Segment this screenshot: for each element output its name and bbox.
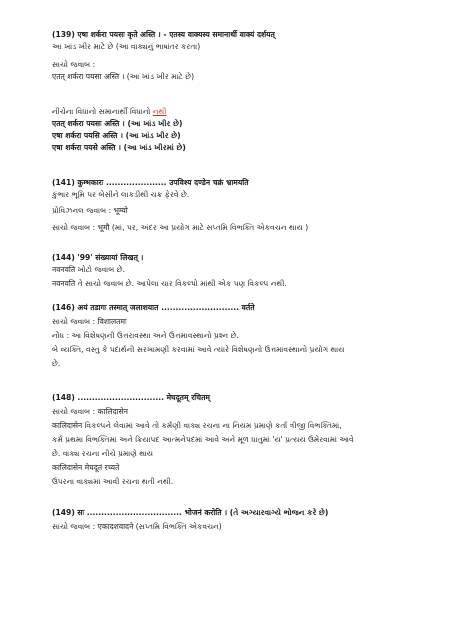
text-line: नवनवति ખોટો જવાબ છે. — [52, 265, 126, 274]
text-line: (146) अयं तडागः तस्मात् जलाशयात ........................... वर्तते — [52, 303, 255, 312]
text-line: આ ખાંડ ખીર માટે છે (આ વાક્યનું ભાષાંતર કરતા) — [52, 42, 201, 51]
text-line: કર્મ પ્રથમા વિભક્તિમાં અને ક્રિયાપદ આત્મનેપદમાં આવે અને મૂળ ધાતુમાં 'ય' પ્રત્યય ઉમેરવામાં આવે — [52, 435, 354, 444]
text-line — [52, 107, 166, 117]
text-line: एतत् शर्करा पयसा अस्ति । (આ ખાંડ ખીર માટે છે) — [52, 72, 195, 81]
text-line: (141) कुम्भकारः ..................... उपविश्य दण्डेन चक्रं भ्रामयति — [52, 178, 249, 187]
text-line: બે વ્યક્તિ, વસ્તુ કે પદાર્થની સરખામણી કરવામાં આવે ત્યારે વિશેષણનો ઉત્તમાવસ્થાનો પ્રયોગ થાય — [52, 345, 345, 354]
text-line: સાચો જવાબ : — [52, 60, 96, 69]
text-line: कालिदासेन વિકલ્પને લેવામાં આવે તો કર્મણી વાક્ય રચના ના નિયમ પ્રમાણે કર્તા ત્રીજી વિભક્તિમાં, — [52, 421, 342, 430]
text-line: (139) एषा शर्करा पयसः कृते अस्ति । - एतस्य वाक्यस्य समानार्थी वाक्यं दर्शयत् — [52, 30, 275, 39]
text-line: एषा शर्करा पयसे अस्ति । (આ ખાંડ ખીરમાં છે) — [52, 143, 186, 152]
text-line: સાચો જવાબ : एकादशवादने (સપ્તમિ વિભક્તિ એકવચન) — [52, 522, 222, 531]
text-line: સાચો જવાબ : भूमौ (માં, પર, અંદર આ પ્રયોગ માટે સપ્તમિ વિભક્તિ એકવચન થાય ) — [52, 223, 309, 232]
text-line: एषा शर्करा पयसि अस्ति । (આ ખાંડ ખીર છે) — [52, 131, 181, 140]
text-line: સાચો જવાબ : कालिदासेन — [52, 407, 128, 416]
text-line: નોંધ : આ વિશેષણની ઉત્તરાવસ્થા અને ઉત્તમાવસ્થાનો પ્રશ્ન છે. — [52, 331, 239, 340]
text-line: नवनवति તે સાચો જવાબ છે. આપેલા ચાર વિકલ્પો માંથી એક પણ વિકલ્પ નથી. — [52, 279, 287, 288]
text-line: एतत् शर्करा पयसः अस्ति । (આ ખાંડ ખીર છે) — [52, 119, 183, 128]
line-text: નીચેના વિધાનો સમાનાર્થી વિધાનો — [52, 107, 153, 116]
text-line: કુંભાર ભૂમિ પર બેસીને લાકડીથી ચક્ર ફેરવે છે. — [52, 190, 190, 199]
text-line: છે. વાક્ય રચના નીચે પ્રમાણે થાય — [52, 449, 154, 458]
text-line: कालिदासेन मेघदूतं रच्यते — [52, 463, 120, 472]
text-line: સાચો જવાબ : विशालतमः — [52, 317, 127, 326]
text-line: (148) .............................. मेघदूतम् रचितम् — [52, 393, 210, 402]
text-line: પ્રોવિઝનલ જવાબ : भूम्यो — [52, 206, 128, 215]
highlighted-word: નથી — [152, 107, 167, 116]
text-line: છે. — [52, 359, 61, 368]
text-line: ઉપરના વાક્યમાં આવી રચના થતી નથી. — [52, 477, 174, 486]
text-line: (144) '99' संख्यायां लिखत् । — [52, 253, 144, 262]
text-line: (149) सः ................................. भोजनं करोति । (તે અગ્યારવાગ્યે ભોજન કરે છે) — [52, 508, 329, 517]
